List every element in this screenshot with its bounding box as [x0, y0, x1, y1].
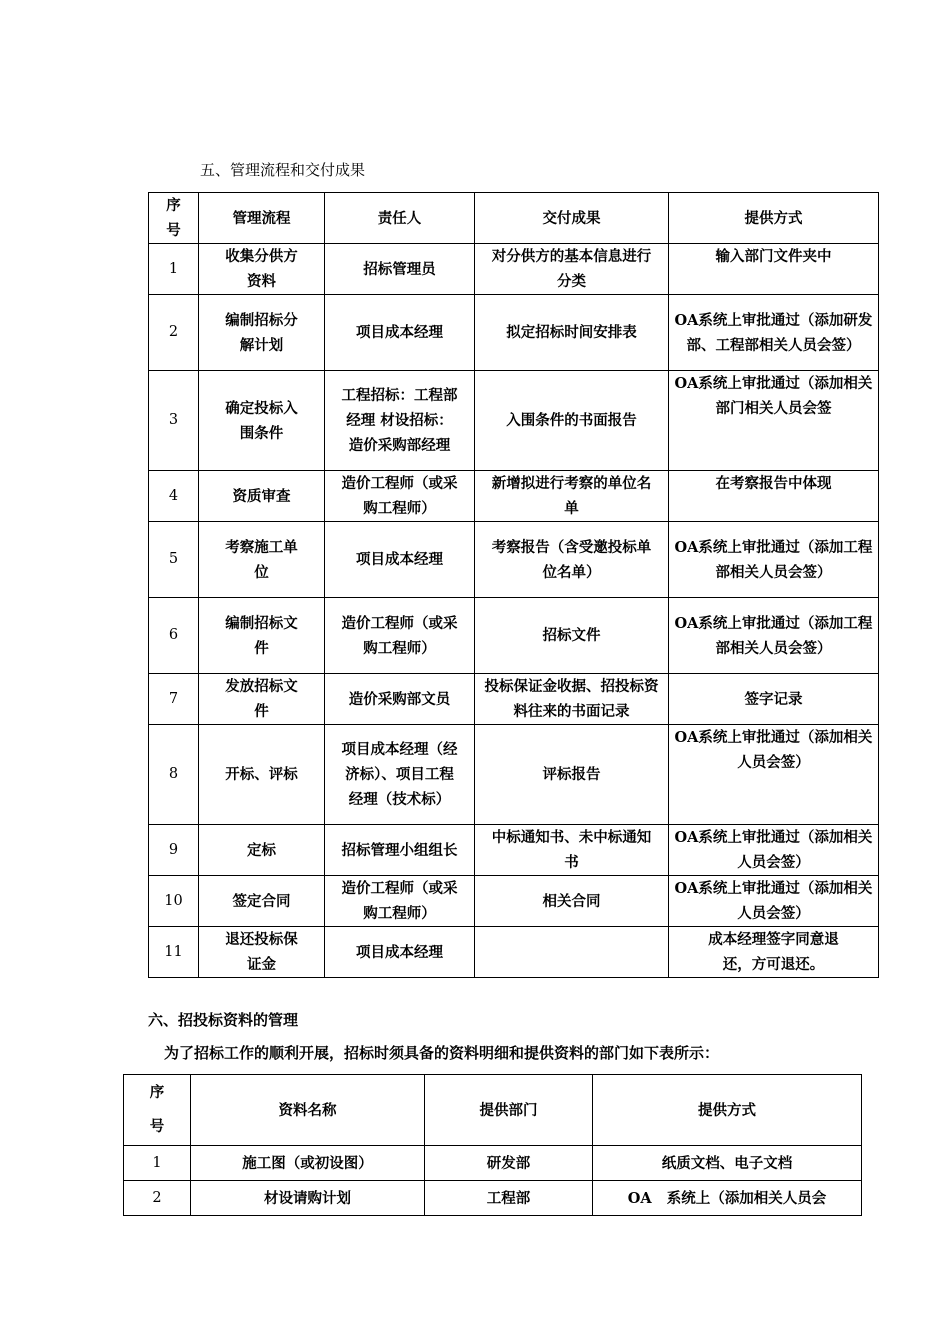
- table-row: [149, 598, 879, 674]
- table-row: [149, 725, 879, 825]
- output-cell: 招标文件: [475, 598, 669, 674]
- method-cell: 签字记录: [669, 674, 879, 725]
- owner-cell: 造价工程师（或采购工程师）: [325, 876, 475, 927]
- table-row: [124, 1146, 862, 1181]
- header-cell: 资料名称: [191, 1075, 425, 1146]
- output-cell: 中标通知书、未中标通知书: [475, 825, 669, 876]
- owner-cell: 造价工程师（或采购工程师）: [325, 471, 475, 522]
- process-cell: 签定合同: [199, 876, 325, 927]
- owner-cell: 项目成本经理: [325, 295, 475, 371]
- owner-cell: 项目成本经理: [325, 522, 475, 598]
- row-number: 11: [149, 927, 199, 978]
- output-cell: 考察报告（含受邀投标单位名单）: [475, 522, 669, 598]
- header-cell: 提供方式: [669, 193, 879, 244]
- table-row: [149, 825, 879, 876]
- header-cell: 序号: [124, 1075, 191, 1146]
- process-cell: 资质审查: [199, 471, 325, 522]
- owner-cell: 项目成本经理: [325, 927, 475, 978]
- header-cell: 责任人: [325, 193, 475, 244]
- row-number: 5: [149, 522, 199, 598]
- owner-cell: 造价采购部文员: [325, 674, 475, 725]
- header-cell: 交付成果: [475, 193, 669, 244]
- process-cell: 编制招标分解计划: [199, 295, 325, 371]
- materials-table: [123, 1074, 862, 1216]
- header-cell: 管理流程: [199, 193, 325, 244]
- output-cell: 评标报告: [475, 725, 669, 825]
- owner-cell: 工程招标：工程部经理 材设招标：造价采购部经理: [325, 371, 475, 471]
- section6-title: 六、招投标资料的管理: [148, 1011, 299, 1029]
- process-table: [148, 192, 879, 978]
- table-row: [149, 876, 879, 927]
- owner-cell: 造价工程师（或采购工程师）: [325, 598, 475, 674]
- process-cell: 编制招标文件: [199, 598, 325, 674]
- table-row: [149, 927, 879, 978]
- row-number: 4: [149, 471, 199, 522]
- method-cell: OA系统上审批通过（添加相关人员会签）: [669, 825, 879, 876]
- row-number: 9: [149, 825, 199, 876]
- section5-title: 五、管理流程和交付成果: [200, 161, 366, 179]
- method-cell: 成本经理签字同意退还，方可退还。: [669, 927, 879, 978]
- row-number: 2: [149, 295, 199, 371]
- method-cell: 在考察报告中体现: [669, 471, 879, 522]
- dept-cell: 工程部: [425, 1181, 593, 1216]
- output-cell: 入围条件的书面报告: [475, 371, 669, 471]
- method-cell: OA系统上审批通过（添加工程部相关人员会签）: [669, 522, 879, 598]
- row-number: 3: [149, 371, 199, 471]
- method-cell: OA 系统上（添加相关人员会: [593, 1181, 862, 1216]
- table-row: [149, 295, 879, 371]
- table-row: [149, 471, 879, 522]
- table-row: [149, 674, 879, 725]
- output-cell: [475, 927, 669, 978]
- process-cell: 确定投标入围条件: [199, 371, 325, 471]
- owner-cell: 招标管理员: [325, 244, 475, 295]
- method-cell: OA系统上审批通过（添加研发部、工程部相关人员会签）: [669, 295, 879, 371]
- name-cell: 材设请购计划: [191, 1181, 425, 1216]
- name-cell: 施工图（或初设图）: [191, 1146, 425, 1181]
- table-row: [124, 1181, 862, 1216]
- output-cell: 对分供方的基本信息进行分类: [475, 244, 669, 295]
- output-cell: 拟定招标时间安排表: [475, 295, 669, 371]
- method-cell: OA系统上审批通过（添加相关人员会签）: [669, 876, 879, 927]
- method-cell: 纸质文档、电子文档: [593, 1146, 862, 1181]
- process-cell: 开标、评标: [199, 725, 325, 825]
- table-row: [149, 522, 879, 598]
- owner-cell: 招标管理小组组长: [325, 825, 475, 876]
- dept-cell: 研发部: [425, 1146, 593, 1181]
- row-number: 7: [149, 674, 199, 725]
- process-cell: 定标: [199, 825, 325, 876]
- process-cell: 考察施工单位: [199, 522, 325, 598]
- method-cell: OA系统上审批通过（添加相关人员会签）: [669, 725, 879, 825]
- section6-intro: 为了招标工作的顺利开展，招标时须具备的资料明细和提供资料的部门如下表所示：: [164, 1044, 720, 1062]
- output-cell: 投标保证金收据、招投标资料往来的书面记录: [475, 674, 669, 725]
- table-header-row: [124, 1075, 862, 1146]
- process-cell: 发放招标文件: [199, 674, 325, 725]
- header-cell: 提供方式: [593, 1075, 862, 1146]
- table-row: [149, 371, 879, 471]
- table-row: [149, 244, 879, 295]
- row-number: 1: [149, 244, 199, 295]
- row-number: 1: [124, 1146, 191, 1181]
- row-number: 10: [149, 876, 199, 927]
- header-cell: 序号: [149, 193, 199, 244]
- output-cell: 相关合同: [475, 876, 669, 927]
- method-cell: OA系统上审批通过（添加相关部门相关人员会签: [669, 371, 879, 471]
- row-number: 6: [149, 598, 199, 674]
- method-cell: 输入部门文件夹中: [669, 244, 879, 295]
- table-header-row: [149, 193, 879, 244]
- owner-cell: 项目成本经理（经济标）、项目工程经理（技术标）: [325, 725, 475, 825]
- method-cell: OA系统上审批通过（添加工程部相关人员会签）: [669, 598, 879, 674]
- row-number: 8: [149, 725, 199, 825]
- header-cell: 提供部门: [425, 1075, 593, 1146]
- process-cell: 收集分供方资料: [199, 244, 325, 295]
- process-cell: 退还投标保证金: [199, 927, 325, 978]
- row-number: 2: [124, 1181, 191, 1216]
- output-cell: 新增拟进行考察的单位名单: [475, 471, 669, 522]
